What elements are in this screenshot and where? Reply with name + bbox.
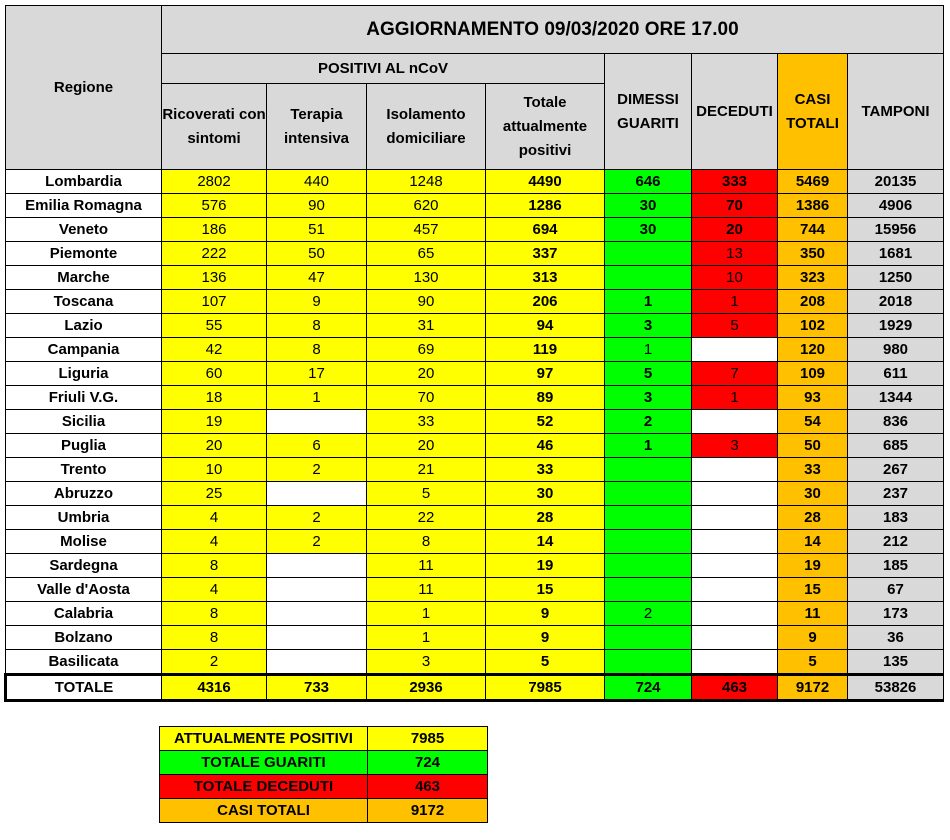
cell-terapia — [267, 650, 367, 675]
cell-ricoverati: 576 — [162, 194, 267, 218]
cell-tamponi: 267 — [848, 458, 944, 482]
cell-tamponi: 212 — [848, 530, 944, 554]
cell-ricoverati: 4 — [162, 530, 267, 554]
table-row — [6, 218, 944, 242]
cell-isolamento: 1248 — [367, 170, 486, 194]
summary-table — [159, 726, 488, 823]
cell-ricoverati: 10 — [162, 458, 267, 482]
cell-terapia: 8 — [267, 314, 367, 338]
cell-regione: Lazio — [6, 314, 162, 338]
cell-regione: Toscana — [6, 290, 162, 314]
cell-deceduti: 10 — [692, 266, 778, 290]
cell-casi: 208 — [778, 290, 848, 314]
cell-dimessi: 3 — [605, 386, 692, 410]
cell-deceduti — [692, 410, 778, 434]
cell-regione: Umbria — [6, 506, 162, 530]
header-dimessi: DIMESSI GUARITI — [605, 54, 692, 170]
total-deceduti: 463 — [692, 675, 778, 701]
cell-ricoverati: 4 — [162, 578, 267, 602]
cell-casi: 120 — [778, 338, 848, 362]
table-row — [6, 554, 944, 578]
cell-tamponi: 15956 — [848, 218, 944, 242]
table-row — [6, 314, 944, 338]
cell-ricoverati: 107 — [162, 290, 267, 314]
cell-dimessi: 2 — [605, 410, 692, 434]
cell-totale: 119 — [486, 338, 605, 362]
cell-totale: 5 — [486, 650, 605, 675]
cell-ricoverati: 2 — [162, 650, 267, 675]
summary-value: 463 — [368, 775, 488, 799]
table-row — [6, 458, 944, 482]
cell-casi: 30 — [778, 482, 848, 506]
cell-totale: 206 — [486, 290, 605, 314]
cell-isolamento: 69 — [367, 338, 486, 362]
cell-regione: Lombardia — [6, 170, 162, 194]
table-row — [6, 530, 944, 554]
cell-totale: 14 — [486, 530, 605, 554]
cell-deceduti: 3 — [692, 434, 778, 458]
cell-tamponi: 237 — [848, 482, 944, 506]
summary-value: 9172 — [368, 799, 488, 823]
cell-terapia: 6 — [267, 434, 367, 458]
cell-terapia: 2 — [267, 458, 367, 482]
cell-dimessi — [605, 482, 692, 506]
cell-casi: 33 — [778, 458, 848, 482]
header-casi-totali: CASI TOTALI — [778, 54, 848, 170]
cell-terapia: 51 — [267, 218, 367, 242]
cell-regione: Veneto — [6, 218, 162, 242]
table-row — [6, 386, 944, 410]
table-row — [6, 338, 944, 362]
cell-totale: 9 — [486, 602, 605, 626]
cell-casi: 744 — [778, 218, 848, 242]
cell-dimessi — [605, 650, 692, 675]
cell-casi: 14 — [778, 530, 848, 554]
cell-ricoverati: 136 — [162, 266, 267, 290]
cell-isolamento: 1 — [367, 602, 486, 626]
cell-terapia: 17 — [267, 362, 367, 386]
cell-casi: 54 — [778, 410, 848, 434]
cell-dimessi: 2 — [605, 602, 692, 626]
cell-ricoverati: 8 — [162, 602, 267, 626]
cell-dimessi: 30 — [605, 218, 692, 242]
cell-deceduti — [692, 554, 778, 578]
cell-ricoverati: 19 — [162, 410, 267, 434]
header-totale-positivi: Totale attualmente positivi — [486, 84, 605, 170]
cell-totale: 30 — [486, 482, 605, 506]
summary-row — [160, 775, 488, 799]
cell-deceduti — [692, 458, 778, 482]
cell-dimessi — [605, 530, 692, 554]
cell-dimessi: 1 — [605, 338, 692, 362]
cell-isolamento: 20 — [367, 362, 486, 386]
cell-deceduti — [692, 506, 778, 530]
cell-totale: 15 — [486, 578, 605, 602]
cell-tamponi: 836 — [848, 410, 944, 434]
cell-tamponi: 1344 — [848, 386, 944, 410]
cell-casi: 93 — [778, 386, 848, 410]
table-row — [6, 626, 944, 650]
cell-totale: 1286 — [486, 194, 605, 218]
cell-casi: 15 — [778, 578, 848, 602]
cell-terapia: 50 — [267, 242, 367, 266]
cell-casi: 350 — [778, 242, 848, 266]
cell-ricoverati: 20 — [162, 434, 267, 458]
cell-isolamento: 31 — [367, 314, 486, 338]
cell-terapia — [267, 602, 367, 626]
summary-label: TOTALE GUARITI — [160, 751, 368, 775]
cell-casi: 5469 — [778, 170, 848, 194]
cell-deceduti: 333 — [692, 170, 778, 194]
cell-terapia: 9 — [267, 290, 367, 314]
total-totale: 7985 — [486, 675, 605, 701]
header-isolamento: Isolamento domiciliare — [367, 84, 486, 170]
cell-casi: 50 — [778, 434, 848, 458]
cell-isolamento: 22 — [367, 506, 486, 530]
cell-totale: 97 — [486, 362, 605, 386]
header-positivi-group: POSITIVI AL nCoV — [162, 54, 605, 84]
cell-totale: 19 — [486, 554, 605, 578]
cell-regione: Puglia — [6, 434, 162, 458]
table-row — [6, 290, 944, 314]
cell-terapia: 2 — [267, 530, 367, 554]
cell-tamponi: 173 — [848, 602, 944, 626]
table-row — [6, 482, 944, 506]
cell-tamponi: 4906 — [848, 194, 944, 218]
cell-dimessi: 646 — [605, 170, 692, 194]
cell-casi: 1386 — [778, 194, 848, 218]
total-tamponi: 53826 — [848, 675, 944, 701]
summary-value: 7985 — [368, 727, 488, 751]
cell-totale: 4490 — [486, 170, 605, 194]
cell-dimessi: 1 — [605, 290, 692, 314]
cell-isolamento: 11 — [367, 554, 486, 578]
cell-dimessi — [605, 266, 692, 290]
cell-tamponi: 183 — [848, 506, 944, 530]
cell-deceduti: 70 — [692, 194, 778, 218]
cell-terapia — [267, 554, 367, 578]
cell-regione: Bolzano — [6, 626, 162, 650]
cell-regione: Calabria — [6, 602, 162, 626]
cell-dimessi: 5 — [605, 362, 692, 386]
cell-deceduti — [692, 482, 778, 506]
cell-terapia: 2 — [267, 506, 367, 530]
total-terapia: 733 — [267, 675, 367, 701]
header-deceduti: DECEDUTI — [692, 54, 778, 170]
cell-regione: Emilia Romagna — [6, 194, 162, 218]
cell-isolamento: 70 — [367, 386, 486, 410]
cell-tamponi: 67 — [848, 578, 944, 602]
cell-casi: 323 — [778, 266, 848, 290]
cell-dimessi: 30 — [605, 194, 692, 218]
cell-tamponi: 20135 — [848, 170, 944, 194]
cell-isolamento: 65 — [367, 242, 486, 266]
cell-terapia — [267, 482, 367, 506]
cell-dimessi — [605, 242, 692, 266]
total-ricoverati: 4316 — [162, 675, 267, 701]
cell-ricoverati: 8 — [162, 554, 267, 578]
cell-isolamento: 3 — [367, 650, 486, 675]
table-row — [6, 650, 944, 675]
cell-casi: 11 — [778, 602, 848, 626]
cell-isolamento: 20 — [367, 434, 486, 458]
cell-regione: Molise — [6, 530, 162, 554]
table-row — [6, 506, 944, 530]
cell-casi: 102 — [778, 314, 848, 338]
summary-label: TOTALE DECEDUTI — [160, 775, 368, 799]
cell-deceduti: 13 — [692, 242, 778, 266]
cell-isolamento: 130 — [367, 266, 486, 290]
cell-regione: Piemonte — [6, 242, 162, 266]
cell-tamponi: 135 — [848, 650, 944, 675]
cell-tamponi: 685 — [848, 434, 944, 458]
cell-isolamento: 21 — [367, 458, 486, 482]
table-row — [6, 410, 944, 434]
cell-regione: Trento — [6, 458, 162, 482]
cell-dimessi — [605, 458, 692, 482]
cell-ricoverati: 55 — [162, 314, 267, 338]
cell-deceduti: 20 — [692, 218, 778, 242]
cell-ricoverati: 2802 — [162, 170, 267, 194]
cell-ricoverati: 222 — [162, 242, 267, 266]
total-isolamento: 2936 — [367, 675, 486, 701]
totals-row — [6, 675, 944, 701]
header-tamponi: TAMPONI — [848, 54, 944, 170]
summary-label: CASI TOTALI — [160, 799, 368, 823]
cell-deceduti — [692, 578, 778, 602]
cell-deceduti — [692, 650, 778, 675]
summary-row — [160, 751, 488, 775]
cell-regione: Sardegna — [6, 554, 162, 578]
regional-data-table — [4, 5, 944, 702]
cell-terapia: 440 — [267, 170, 367, 194]
cell-deceduti — [692, 530, 778, 554]
cell-dimessi: 3 — [605, 314, 692, 338]
cell-ricoverati: 42 — [162, 338, 267, 362]
cell-totale: 94 — [486, 314, 605, 338]
cell-ricoverati: 186 — [162, 218, 267, 242]
cell-isolamento: 8 — [367, 530, 486, 554]
cell-totale: 313 — [486, 266, 605, 290]
cell-ricoverati: 18 — [162, 386, 267, 410]
table-row — [6, 602, 944, 626]
cell-totale: 89 — [486, 386, 605, 410]
cell-dimessi — [605, 506, 692, 530]
cell-terapia: 90 — [267, 194, 367, 218]
total-label: TOTALE — [6, 675, 162, 701]
cell-regione: Abruzzo — [6, 482, 162, 506]
cell-tamponi: 185 — [848, 554, 944, 578]
summary-value: 724 — [368, 751, 488, 775]
cell-totale: 9 — [486, 626, 605, 650]
cell-ricoverati: 4 — [162, 506, 267, 530]
cell-tamponi: 1250 — [848, 266, 944, 290]
cell-totale: 337 — [486, 242, 605, 266]
cell-ricoverati: 8 — [162, 626, 267, 650]
total-dimessi: 724 — [605, 675, 692, 701]
cell-casi: 9 — [778, 626, 848, 650]
cell-isolamento: 90 — [367, 290, 486, 314]
cell-terapia: 47 — [267, 266, 367, 290]
cell-totale: 52 — [486, 410, 605, 434]
cell-deceduti — [692, 338, 778, 362]
cell-dimessi — [605, 554, 692, 578]
cell-terapia: 1 — [267, 386, 367, 410]
summary-row — [160, 727, 488, 751]
cell-tamponi: 1929 — [848, 314, 944, 338]
cell-dimessi — [605, 578, 692, 602]
header-ricoverati: Ricoverati con sintomi — [162, 84, 267, 170]
cell-regione: Marche — [6, 266, 162, 290]
cell-terapia — [267, 410, 367, 434]
cell-casi: 28 — [778, 506, 848, 530]
cell-isolamento: 33 — [367, 410, 486, 434]
report-title: AGGIORNAMENTO 09/03/2020 ORE 17.00 — [162, 6, 944, 54]
cell-tamponi: 36 — [848, 626, 944, 650]
cell-dimessi: 1 — [605, 434, 692, 458]
cell-deceduti — [692, 626, 778, 650]
cell-tamponi: 2018 — [848, 290, 944, 314]
cell-tamponi: 980 — [848, 338, 944, 362]
summary-row — [160, 799, 488, 823]
cell-isolamento: 11 — [367, 578, 486, 602]
cell-isolamento: 457 — [367, 218, 486, 242]
table-row — [6, 194, 944, 218]
table-row — [6, 434, 944, 458]
cell-totale: 28 — [486, 506, 605, 530]
cell-ricoverati: 60 — [162, 362, 267, 386]
cell-isolamento: 1 — [367, 626, 486, 650]
cell-isolamento: 5 — [367, 482, 486, 506]
cell-casi: 19 — [778, 554, 848, 578]
cell-isolamento: 620 — [367, 194, 486, 218]
cell-deceduti: 7 — [692, 362, 778, 386]
cell-totale: 33 — [486, 458, 605, 482]
table-row — [6, 266, 944, 290]
cell-deceduti: 1 — [692, 290, 778, 314]
cell-terapia: 8 — [267, 338, 367, 362]
table-row — [6, 578, 944, 602]
cell-deceduti — [692, 602, 778, 626]
cell-tamponi: 611 — [848, 362, 944, 386]
table-row — [6, 242, 944, 266]
cell-regione: Liguria — [6, 362, 162, 386]
cell-terapia — [267, 578, 367, 602]
cell-totale: 694 — [486, 218, 605, 242]
cell-terapia — [267, 626, 367, 650]
cell-casi: 5 — [778, 650, 848, 675]
cell-casi: 109 — [778, 362, 848, 386]
total-casi: 9172 — [778, 675, 848, 701]
cell-ricoverati: 25 — [162, 482, 267, 506]
cell-regione: Basilicata — [6, 650, 162, 675]
table-row — [6, 362, 944, 386]
cell-deceduti: 5 — [692, 314, 778, 338]
cell-regione: Valle d'Aosta — [6, 578, 162, 602]
cell-regione: Campania — [6, 338, 162, 362]
table-row — [6, 170, 944, 194]
cell-dimessi — [605, 626, 692, 650]
cell-deceduti: 1 — [692, 386, 778, 410]
header-regione: Regione — [6, 6, 162, 170]
summary-label: ATTUALMENTE POSITIVI — [160, 727, 368, 751]
cell-regione: Sicilia — [6, 410, 162, 434]
header-terapia: Terapia intensiva — [267, 84, 367, 170]
cell-tamponi: 1681 — [848, 242, 944, 266]
cell-totale: 46 — [486, 434, 605, 458]
cell-regione: Friuli V.G. — [6, 386, 162, 410]
